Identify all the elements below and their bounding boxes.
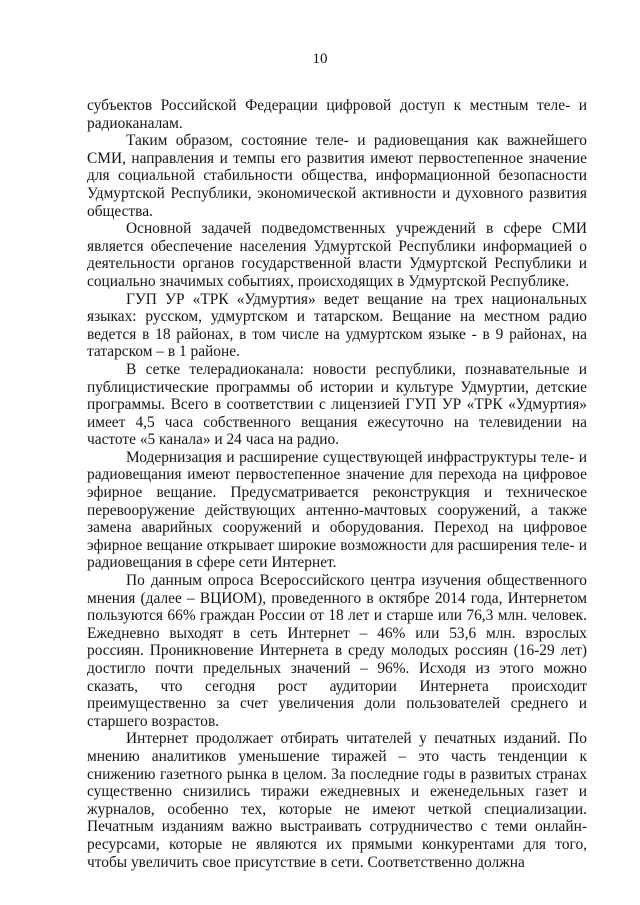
paragraph: Модернизация и расширение существующей инфраструктуры теле- и радиовещания имеют первостепенное значение для перехода на цифровое эфирное вещание. Предусматривается реконструкция и техническое перевооружение действующих антенно-мачтовых сооружений, а также замена аварийных сооружений и оборудования. Переход на цифровое эфирное вещание открывает широкие возможности для расширения теле- и радиовещания в сфере сети Интернет. — [87, 448, 587, 572]
paragraph: Таким образом, состояние теле- и радиовещания как важнейшего СМИ, направления и темпы его развития имеют первостепенное значение для социальной стабильности общества, информационной безопасности Удмуртской Республики, экономической активности и духовного развития общества. — [87, 132, 587, 220]
paragraph: По данным опроса Всероссийского центра изучения общественного мнения (далее – ВЦИОМ), проведенного в октябре 2014 года, Интернетом пользуются 66% граждан России от 18 лет и старше или 76,3 млн. человек. Ежедневно выходят в сеть Интернет – 46% или 53,6 млн. взрослых россиян. Проникновение Интернета в среду молодых россиян (16-29 лет) достигло почти предельных значений – 96%. Исходя из этого можно сказать, что сегодня рост аудитории Интернета происходит преимущественно за счет увеличения доли пользователей среднего и старшего возрастов. — [87, 572, 587, 730]
paragraph: Основной задачей подведомственных учреждений в сфере СМИ является обеспечение населения Удмуртской Республики информацией о деятельности органов государственной власти Удмуртской Республики и социально значимых событиях, происходящих в Удмуртской Республике. — [87, 220, 587, 290]
body-text — [87, 97, 587, 871]
paragraph-continuation: субъектов Российской Федерации цифровой доступ к местным теле- и радиоканалам. — [87, 97, 587, 132]
page-number: 10 — [312, 51, 328, 67]
paragraph: В сетке телерадиоканала: новости республики, познавательные и публицистические программы об истории и культуре Удмуртии, детские программы. Всего в соответствии с лицензией ГУП УР «ТРК «Удмуртия» имеет 4,5 часа собственного вещания ежесуточно на телевидении на частоте «5 канала» и 24 часа на радио. — [87, 360, 587, 449]
paragraph: ГУП УР «ТРК «Удмуртия» ведет вещание на трех национальных языках: русском, удмуртском и татарском. Вещание на местном радио ведется в 18 районах, в том числе на удмуртском языке - в 9 районах, на татарском – в 1 районе. — [87, 290, 587, 361]
paragraph: Интернет продолжает отбирать читателей у печатных изданий. По мнению аналитиков уменьшение тиражей – это часть тенденции к снижению газетного рынка в целом. За последние годы в развитых странах существенно снизились тиражи ежедневных и еженедельных газет и журналов, особенно тех, которые не имеют четкой специализации. Печатным изданиям важно выстраивать сотрудничество с теми онлайн-ресурсами, которые не являются их прямыми конкурентами для того, чтобы увеличить свое присутствие в сети. Соответственно должна — [87, 730, 587, 871]
